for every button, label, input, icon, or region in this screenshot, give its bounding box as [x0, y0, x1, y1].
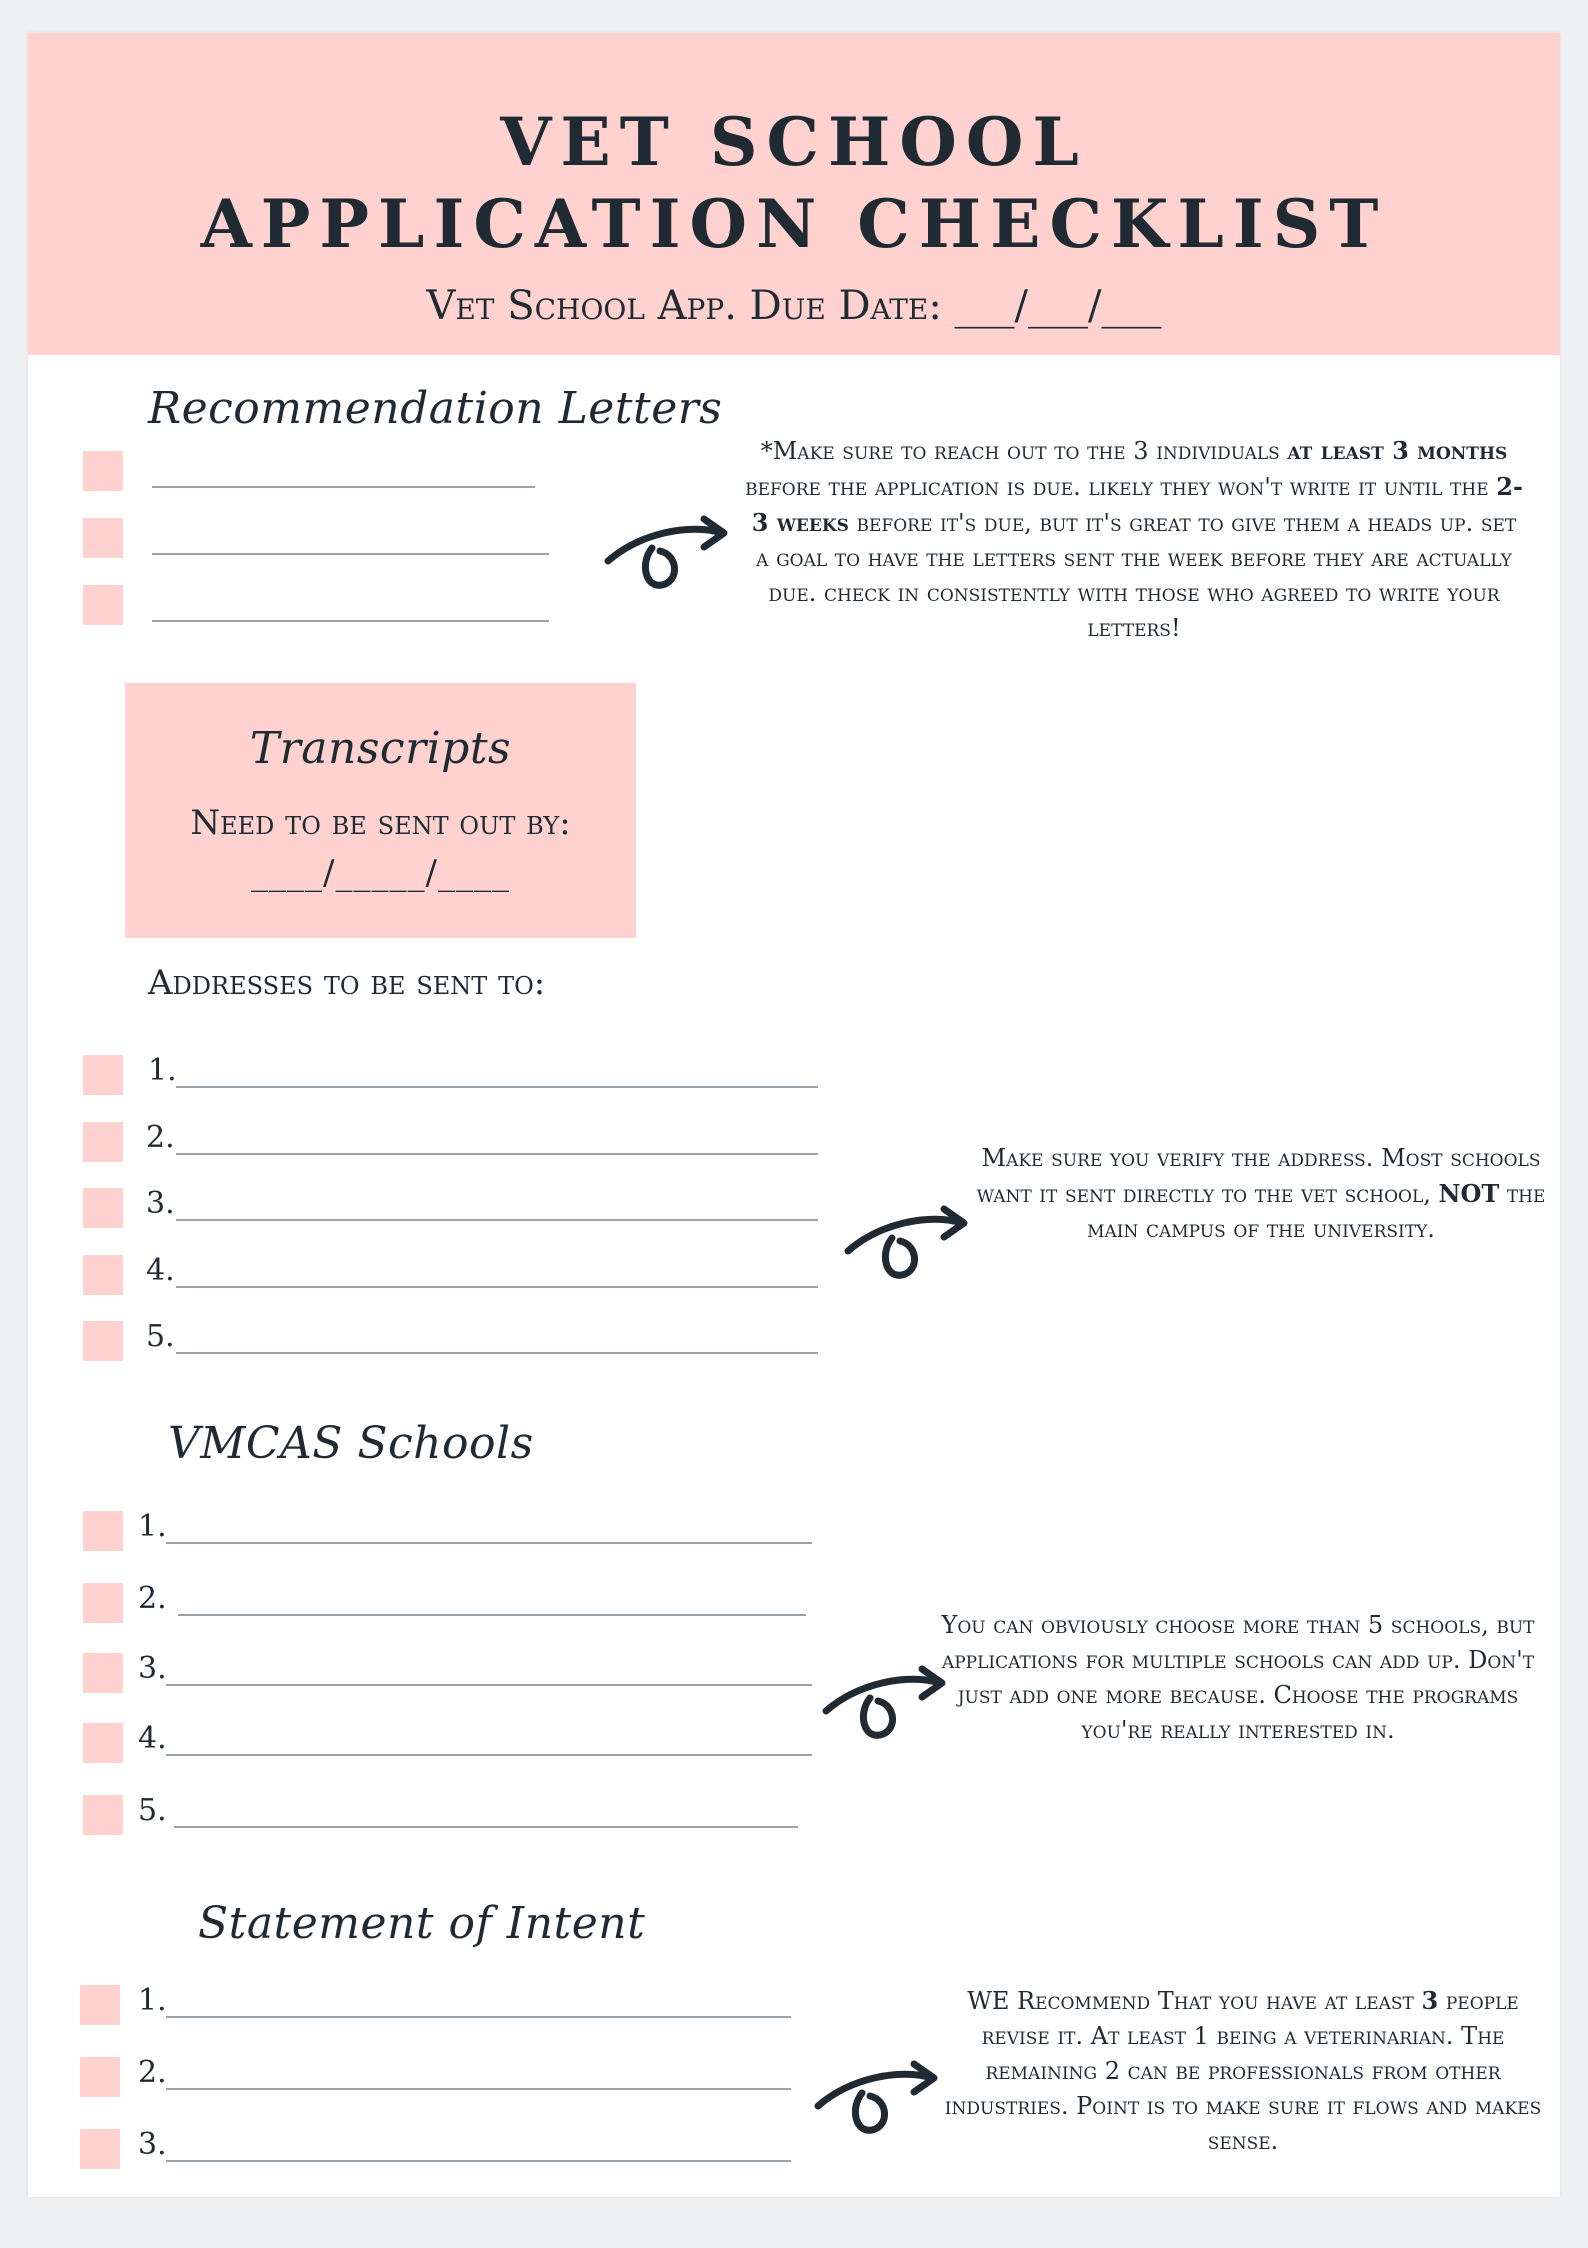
addr-checkbox-5[interactable]	[83, 1321, 123, 1361]
rec-line-3	[152, 620, 549, 622]
vmcas-schools-title: VMCAS Schools	[168, 1418, 534, 1469]
vmcas-number-5: 5.	[138, 1793, 167, 1828]
statement-note: WE Recommend That you have at least 3 people revise it. At least 1 being a veterinarian. The remaining 2 can be professionals from other industries. Point is to make sure it flows and makes sense.	[944, 1986, 1542, 2155]
vmcas-number-2: 2.	[138, 1581, 167, 1616]
transcripts-note: Make sure you verify the address. Most schools want it sent directly to the vet school, NOT the main campus of the university.	[976, 1144, 1546, 1243]
addr-line-1	[176, 1086, 818, 1088]
transcripts-subtitle: Need to be sent out by:	[190, 803, 571, 843]
vmcas-line-5	[174, 1826, 798, 1828]
vmcas-checkbox-4[interactable]	[83, 1723, 123, 1763]
addr-checkbox-4[interactable]	[83, 1255, 123, 1295]
vmcas-checkbox-1[interactable]	[83, 1511, 123, 1551]
checklist-page	[28, 33, 1560, 2197]
transcripts-date: ____/_____/____	[251, 853, 510, 893]
soi-number-1: 1.	[138, 1983, 167, 2018]
vmcas-checkbox-2[interactable]	[83, 1583, 123, 1623]
rec-line-2	[152, 553, 549, 555]
rec-checkbox-3[interactable]	[83, 585, 123, 625]
addresses-label: Addresses to be sent to:	[148, 963, 546, 1003]
rec-line-1	[152, 486, 535, 488]
addr-number-2: 2.	[146, 1120, 175, 1155]
addr-line-5	[176, 1352, 818, 1354]
soi-number-2: 2.	[138, 2055, 167, 2090]
addr-line-4	[176, 1286, 818, 1288]
soi-checkbox-1[interactable]	[80, 1985, 120, 2025]
vmcas-line-3	[166, 1684, 812, 1686]
soi-number-3: 3.	[138, 2127, 167, 2162]
addr-line-3	[176, 1219, 818, 1221]
loop-arrow-icon	[840, 1193, 980, 1293]
rec-checkbox-1[interactable]	[83, 451, 123, 491]
soi-line-2	[166, 2088, 791, 2090]
addr-checkbox-1[interactable]	[83, 1055, 123, 1095]
vmcas-checkbox-5[interactable]	[83, 1795, 123, 1835]
vmcas-line-4	[166, 1754, 812, 1756]
loop-arrow-icon	[600, 503, 740, 603]
addr-number-3: 3.	[146, 1186, 175, 1221]
soi-line-3	[166, 2160, 791, 2162]
app-due-date: Vet School App. Due Date: ___/___/___	[426, 283, 1162, 329]
transcripts-title: Transcripts	[249, 723, 512, 774]
vmcas-checkbox-3[interactable]	[83, 1653, 123, 1693]
addr-number-1: 1.	[148, 1053, 177, 1088]
recommendation-letters-title: Recommendation Letters	[148, 383, 723, 434]
recommendation-note: *Make sure to reach out to the 3 individuals at least 3 months before the application is due. likely they won't write it until the 2-3 weeks before it's due, but it's great to give them a heads up. set a goal to have the letters sent the week before they are actually due. check in consistently with those who agreed to write your letters!	[745, 436, 1523, 642]
title-line-1: VET SCHOOL	[500, 103, 1088, 181]
vmcas-number-1: 1.	[138, 1509, 167, 1544]
addr-number-5: 5.	[146, 1319, 175, 1354]
rec-checkbox-2[interactable]	[83, 518, 123, 558]
statement-of-intent-title: Statement of Intent	[198, 1898, 646, 1949]
loop-arrow-icon	[810, 2048, 950, 2148]
soi-checkbox-2[interactable]	[80, 2057, 120, 2097]
title-line-2: APPLICATION CHECKLIST	[200, 185, 1388, 263]
vmcas-line-2	[178, 1614, 806, 1616]
addr-number-4: 4.	[146, 1253, 175, 1288]
vmcas-number-3: 3.	[138, 1651, 167, 1686]
vmcas-line-1	[166, 1542, 812, 1544]
soi-line-1	[166, 2016, 791, 2018]
vmcas-note: You can obviously choose more than 5 schools, but applications for multiple schools can add up. Don't just add one more because. Choose the programs you're really interested in.	[941, 1611, 1535, 1744]
addr-checkbox-3[interactable]	[83, 1188, 123, 1228]
addr-line-2	[176, 1153, 818, 1155]
vmcas-number-4: 4.	[138, 1721, 167, 1756]
soi-checkbox-3[interactable]	[80, 2129, 120, 2169]
transcripts-box	[125, 683, 636, 938]
header-banner	[28, 33, 1560, 355]
addr-checkbox-2[interactable]	[83, 1122, 123, 1162]
